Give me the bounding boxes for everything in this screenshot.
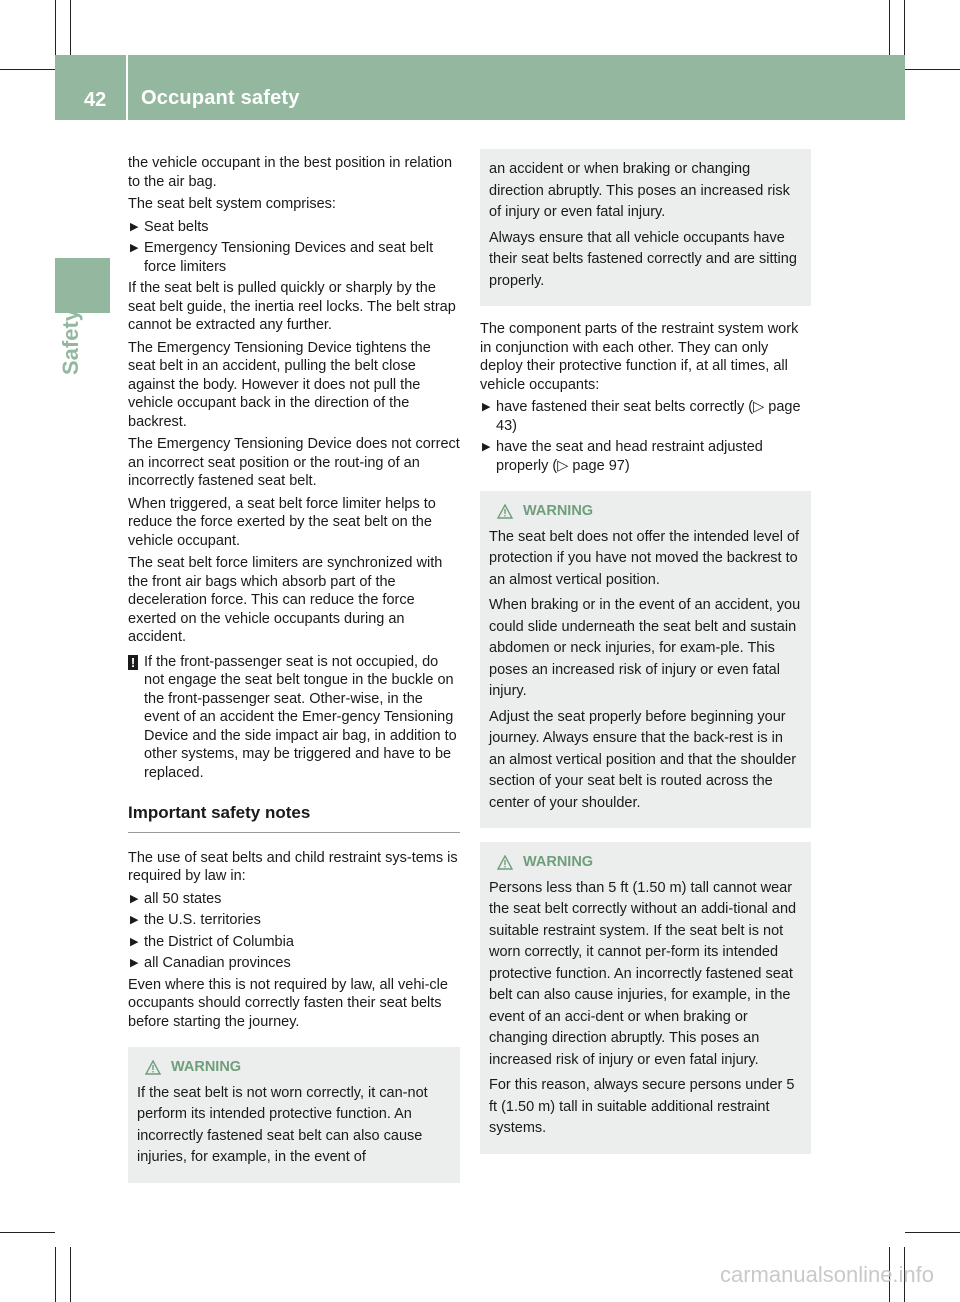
watermark: carmanualsonline.info	[720, 1262, 935, 1287]
warning-text: Adjust the seat properly before beginning your journey. Always ensure that the back-rest is in an almost vertical position and that the shoulder section of your seat belt is routed across the center of your shoulder.	[489, 708, 797, 811]
crop-mark	[70, 0, 71, 55]
bullet-icon: ▶	[482, 401, 491, 413]
bullet-icon: ▶	[130, 220, 139, 233]
bullet-icon: ▶	[130, 914, 139, 926]
crop-mark	[889, 0, 890, 55]
warning-box	[128, 1047, 460, 1183]
note-text: If the front-passenger seat is not occupied, do not engage the seat belt tongue in the buckle on the front-passenger seat. Other-wise, in the event of an accident the Emer-gency Tensioning Device and the side impact air bag, in addition to other systems, may be triggered and have to be replaced.	[144, 653, 457, 781]
paragraph: The Emergency Tensioning Device does not correct an incorrect seat position or the rout-ing of an incorrectly fastened seat belt.	[128, 436, 460, 489]
section-tab-block	[55, 258, 110, 313]
list-item: ▶ have the seat and head restraint adjusted properly (▷ page 97)	[482, 439, 763, 474]
paragraph: The seat belt force limiters are synchronized with the front air bags which absorb part of the deceleration force. This can reduce the force exerted on the vehicle occupants during an accident.	[128, 555, 443, 645]
page-title: Occupant safety	[141, 87, 300, 109]
bullet-icon: ▶	[130, 892, 139, 905]
list-item: ▶ have fastened their seat belts correctly (▷ page 43)	[482, 399, 801, 434]
warning-text: Persons less than 5 ft (1.50 m) tall cannot wear the seat belt correctly without an addi-tional and suitable restraint system. If the seat belt is not worn correctly, it cannot per-form its intended protective function. An incorrectly fastened seat belt can also cause injuries, for example, in the event of an acci-dent or when braking or changing direction abruptly. This poses an increased risk of injury or even fatal injury.	[489, 879, 797, 1068]
crop-mark	[0, 69, 55, 70]
paragraph: When triggered, a seat belt force limiter helps to reduce the force exerted by the seat belt on the vehicle occupant.	[128, 495, 436, 549]
warning-heading: WARNING	[497, 501, 802, 523]
bullet-icon: ▶	[482, 441, 491, 453]
warning-box	[480, 491, 811, 828]
warning-heading: WARNING	[497, 852, 802, 874]
paragraph: The component parts of the restraint system work in conjunction with each other. They can only deploy their protective function if, at all times, all vehicle occupants:	[480, 321, 799, 393]
warning-text: When braking or in the event of an accident, you could slide underneath the seat belt and sustain abdomen or neck injuries, for exam-ple. This poses an increased risk of injury or even fatal injury.	[489, 597, 801, 699]
bullet-icon: ▶	[130, 242, 139, 254]
warning-text: For this reason, always secure persons under 5 ft (1.50 m) tall in suitable additional restraint systems.	[489, 1077, 795, 1136]
bullet-icon: ▶	[130, 957, 139, 969]
crop-mark	[70, 1247, 71, 1302]
crop-mark	[904, 0, 905, 55]
paragraph: The seat belt system comprises:	[128, 196, 336, 212]
warning-text: an accident or when braking or changing direction abruptly. This poses an increased risk of injury or even fatal injury.	[489, 161, 790, 220]
warning-triangle-icon	[145, 1060, 161, 1075]
paragraph: The Emergency Tensioning Device tightens the seat belt in an accident, pulling the belt close against the body. However it does not pull the vehicle occupant back in the direction of the backrest.	[128, 339, 431, 430]
page-number: 42	[84, 89, 107, 111]
warning-triangle-icon	[497, 855, 513, 870]
list-item: ▶ all 50 states	[130, 890, 222, 907]
crop-mark	[905, 69, 960, 70]
warning-text: If the seat belt is not worn correctly, it can-not perform its intended protective function. An incorrectly fastened seat belt can also cause injuries, for example, in the event of	[137, 1084, 428, 1165]
crop-mark	[55, 1247, 56, 1302]
crop-mark	[905, 1232, 960, 1233]
warning-text: The seat belt does not offer the intended level of protection if you have not moved the backrest to an almost vertical position.	[489, 528, 800, 588]
left-column	[128, 154, 460, 1183]
list-item: ▶ all Canadian provinces	[130, 955, 291, 971]
paragraph: If the seat belt is pulled quickly or sharply by the seat belt guide, the inertia reel locks. The belt strap cannot be extracted any further.	[128, 280, 456, 333]
header-divider	[126, 55, 128, 120]
bullet-icon: ▶	[130, 935, 139, 948]
list-item: ▶ Seat belts	[130, 218, 209, 235]
section-tab-label: Safety	[58, 308, 83, 375]
right-column	[480, 149, 811, 1154]
paragraph: The use of seat belts and child restraint sys-tems is required by law in:	[128, 849, 458, 884]
paragraph: Even where this is not required by law, all vehi-cle occupants should correctly fasten their seat belts before starting the journey.	[128, 976, 448, 1030]
exclamation-icon: !	[128, 655, 138, 670]
list-item: ▶ the District of Columbia	[130, 933, 294, 950]
section-heading: Important safety notes	[128, 804, 460, 833]
warning-box	[480, 842, 811, 1154]
paragraph: the vehicle occupant in the best position in relation to the air bag.	[128, 155, 453, 190]
crop-mark	[0, 1232, 55, 1233]
warning-heading: WARNING	[145, 1057, 451, 1079]
list-item: ▶ Emergency Tensioning Devices and seat belt force limiters	[130, 240, 434, 275]
warning-text: Always ensure that all vehicle occupants have their seat belts fastened correctly and are sitting properly.	[489, 229, 797, 289]
warning-box-continued	[480, 149, 811, 306]
list-item: ▶ the U.S. territories	[130, 912, 261, 928]
warning-triangle-icon	[497, 504, 513, 519]
note-block	[128, 653, 460, 783]
crop-mark	[55, 0, 56, 55]
